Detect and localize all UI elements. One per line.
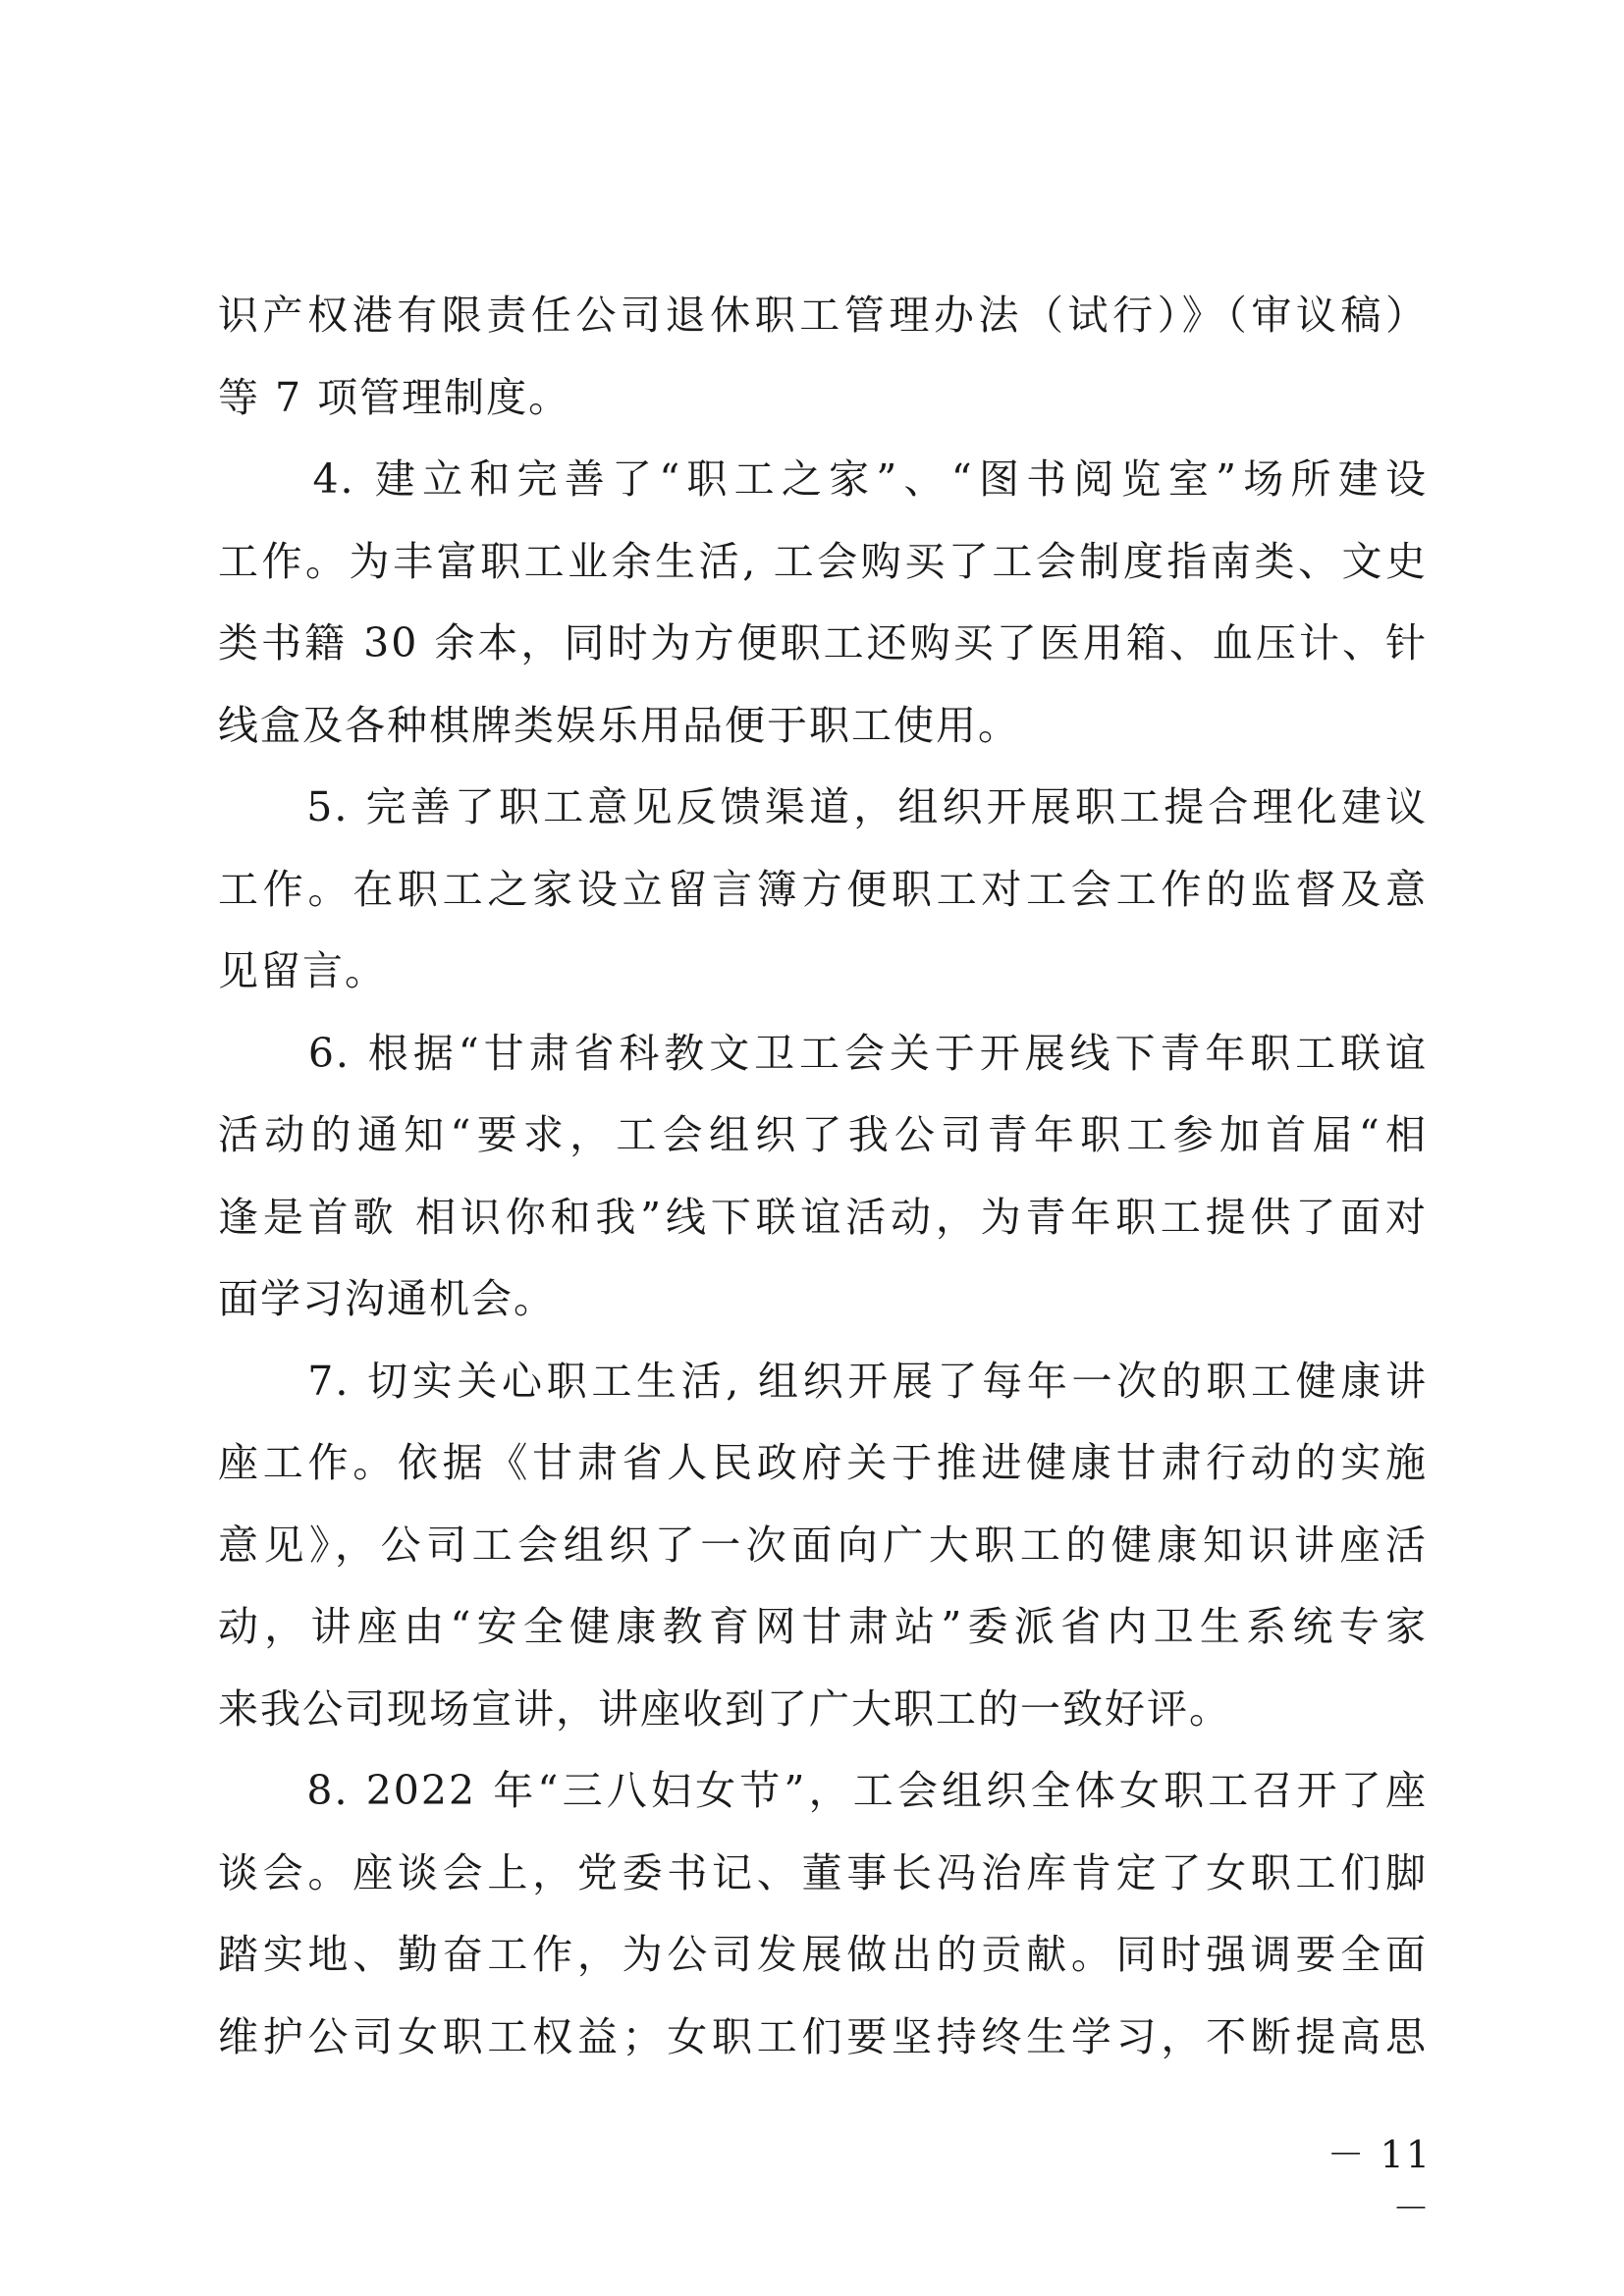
text-line: 活动的通知“要求，工会组织了我公司青年职工参加首届“相 bbox=[218, 1111, 1428, 1158]
text-line: 逢是首歌 相识你和我”线下联谊活动，为青年职工提供了面对 bbox=[218, 1193, 1428, 1241]
text-line: 等 7 项管理制度。 bbox=[218, 373, 571, 421]
text-line: 意见》，公司工会组织了一次面向广大职工的健康知识讲座活 bbox=[218, 1521, 1428, 1569]
text-line: 8. 2022 年“三八妇女节”，工会组织全体女职工召开了座 bbox=[218, 1767, 1428, 1814]
text-line: 谈会。座谈会上，党委书记、董事长冯治库肯定了女职工们脚 bbox=[218, 1848, 1428, 1896]
text-line: 6. 根据“甘肃省科教文卫工会关于开展线下青年职工联谊 bbox=[218, 1029, 1428, 1077]
text-line: 来我公司现场宣讲，讲座收到了广大职工的一致好评。 bbox=[218, 1684, 1231, 1733]
text-line: 4. 建立和完善了“职工之家”、“图书阅览室”场所建设 bbox=[218, 455, 1428, 503]
text-line: 见留言。 bbox=[218, 947, 387, 994]
text-line: 踏实地、勤奋工作，为公司发展做出的贡献。同时强调要全面 bbox=[218, 1931, 1428, 1978]
body-text bbox=[218, 275, 1428, 2078]
text-line: 识产权港有限责任公司退休职工管理办法（试行）》（审议稿） bbox=[218, 292, 1428, 339]
text-line: 维护公司女职工权益；女职工们要坚持终生学习，不断提高思 bbox=[218, 2012, 1428, 2060]
text-line: 工作。在职工之家设立留言簿方便职工对工会工作的监督及意 bbox=[218, 865, 1428, 913]
page-number: － 11 － bbox=[1326, 2133, 1432, 2230]
text-line: 类书籍 30 余本，同时为方便职工还购买了医用箱、血压计、针 bbox=[218, 619, 1428, 667]
text-line: 动，讲座由“安全健康教育网甘肃站”委派省内卫生系统专家 bbox=[218, 1603, 1428, 1650]
text-line: 工作。为丰富职工业余生活, 工会购买了工会制度指南类、文史 bbox=[218, 537, 1428, 585]
text-line: 7. 切实关心职工生活, 组织开展了每年一次的职工健康讲 bbox=[218, 1357, 1428, 1405]
text-line: 线盒及各种棋牌类娱乐用品便于职工使用。 bbox=[218, 701, 1020, 749]
text-line: 座工作。依据《甘肃省人民政府关于推进健康甘肃行动的实施 bbox=[218, 1439, 1428, 1486]
text-line: 5. 完善了职工意见反馈渠道，组织开展职工提合理化建议 bbox=[218, 783, 1428, 830]
text-line: 面学习沟通机会。 bbox=[218, 1275, 556, 1322]
